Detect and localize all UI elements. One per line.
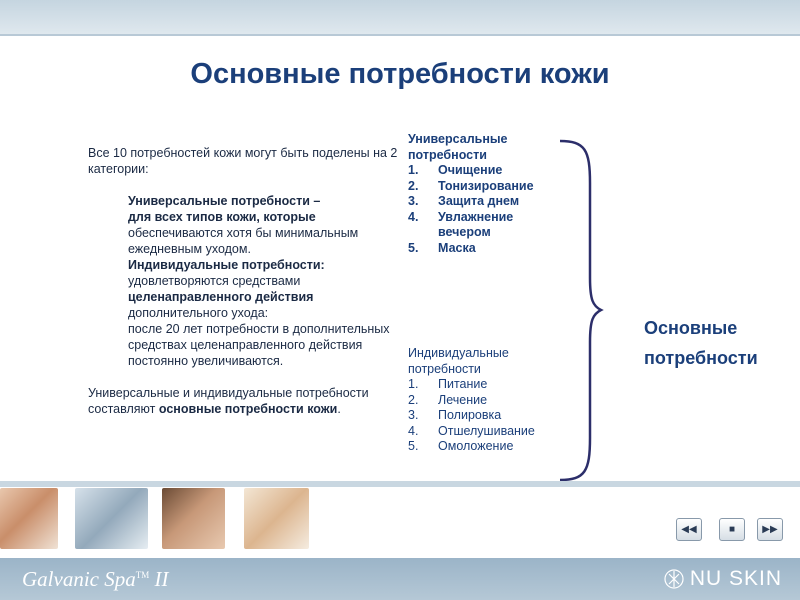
- individual-needs-list: [408, 346, 568, 455]
- individual-bold-text: целенаправленного действия: [128, 290, 314, 304]
- universal-needs-heading: Универсальные потребности: [408, 132, 508, 162]
- list-item: 5. Маска: [408, 240, 476, 255]
- basic-needs-label: Основные потребности: [644, 318, 758, 368]
- stop-button[interactable]: ■: [719, 518, 745, 541]
- individual-rest-text-3: после 20 лет потребности в дополнительных средствах целенаправленного действия постоянно увеличиваются.: [128, 322, 390, 368]
- universal-description: [88, 193, 398, 369]
- nu-skin-text: NU SKIN: [689, 567, 782, 590]
- footer-bar: [0, 558, 800, 600]
- top-divider: [0, 34, 800, 36]
- individual-needs-heading: Индивидуальные потребности: [408, 346, 509, 376]
- list-item: 2. Лечение: [408, 392, 488, 407]
- universal-heading-text: Универсальные потребности –: [128, 194, 321, 208]
- universal-needs-list: [408, 132, 568, 256]
- list-item: 4. Отшелушивание: [408, 423, 535, 438]
- bottom-divider: [0, 481, 800, 487]
- top-bar: [0, 0, 800, 34]
- nu-skin-logo-icon: [664, 569, 684, 589]
- page-title: Основные потребности кожи: [190, 58, 610, 90]
- list-item: 4. Увлажнение вечером: [408, 209, 514, 239]
- individual-rest-text-2: дополнительного ухода:: [128, 306, 269, 320]
- product-bottles-photo: [75, 488, 148, 549]
- curly-brace: [555, 138, 605, 483]
- list-item: 2. Тонизирование: [408, 178, 534, 193]
- individual-heading-text: Индивидуальные потребности:: [128, 258, 325, 272]
- woman-cleansing-photo: [0, 488, 58, 549]
- list-item: 3. Полировка: [408, 408, 502, 422]
- list-item: 5. Омоложение: [408, 439, 514, 453]
- conclusion-bold: основные потребности кожи: [158, 402, 338, 416]
- man-face-photo: [162, 488, 225, 549]
- universal-rest-text: обеспечиваются хотя бы минимальным ежедневным уходом.: [128, 226, 359, 256]
- list-item: 1. Очищение: [408, 163, 503, 177]
- individual-rest-text-1: удовлетворяются средствами: [128, 274, 301, 288]
- list-item: 1. Питание: [408, 377, 488, 391]
- galvanic-spa-logo: Galvanic Spa™ II: [22, 567, 169, 591]
- universal-bold-text: для всех типов кожи, которые: [128, 210, 316, 224]
- intro-text: Все 10 потребностей кожи могут быть поделены на 2 категории:: [88, 146, 398, 176]
- woman-legs-photo: [244, 488, 309, 549]
- description-text: [88, 145, 398, 417]
- nu-skin-logo: [664, 567, 782, 591]
- list-item: 3. Защита днем: [408, 194, 520, 208]
- conclusion-text: Универсальные и индивидуальные потребности составляют основные потребности кожи.: [88, 386, 369, 416]
- previous-button[interactable]: ◀◀: [676, 518, 702, 541]
- next-button[interactable]: ▶▶: [757, 518, 783, 541]
